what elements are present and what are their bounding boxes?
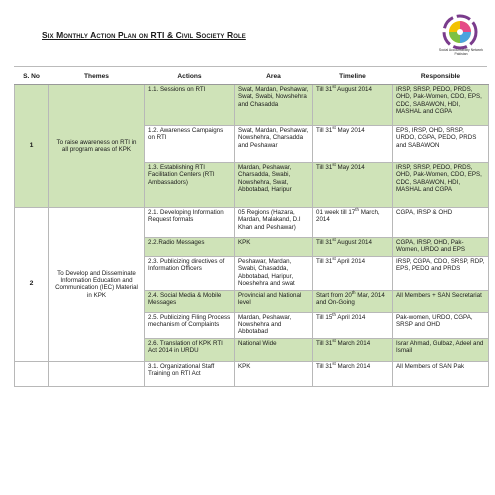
action-cell: 3.1. Organizational Staff Training on RTI Act bbox=[145, 361, 235, 386]
action-cell: 2.6. Translation of KPK RTI Act 2014 in URDU bbox=[145, 338, 235, 361]
timeline-cell: Till 31st March 2014 bbox=[313, 361, 393, 386]
area-cell: KPK bbox=[235, 361, 313, 386]
col-header-themes: Themes bbox=[49, 69, 145, 85]
serial-number-cell: 1 bbox=[15, 85, 49, 208]
timeline-cell: Start from 20th Mar, 2014 and On-Going bbox=[313, 290, 393, 312]
col-header-actions: Actions bbox=[145, 69, 235, 85]
serial-number-cell bbox=[15, 361, 49, 386]
col-header-timeline: Timeline bbox=[313, 69, 393, 85]
action-cell: 2.1. Developing Information Request formats bbox=[145, 208, 235, 238]
area-cell: Mardan, Peshawar, Nowshehra and Abbotabad bbox=[235, 312, 313, 338]
action-cell: 1.2. Awareness Campaigns on RTI bbox=[145, 126, 235, 163]
timeline-cell: Till 31st April 2014 bbox=[313, 257, 393, 291]
divider bbox=[14, 66, 487, 67]
action-cell: 1.3. Establishing RTI Facilitation Centers (RTI Ambassadors) bbox=[145, 163, 235, 208]
page-title: Six Monthly Action Plan on RTI & Civil Society Role bbox=[42, 30, 246, 40]
timeline-cell: Till 15th April 2014 bbox=[313, 312, 393, 338]
timeline-cell: Till 31st March 2014 bbox=[313, 338, 393, 361]
responsible-cell: All Members of SAN Pak bbox=[393, 361, 489, 386]
timeline-cell: Till 31st August 2014 bbox=[313, 85, 393, 126]
area-cell: 05 Regions (Hazara, Mardan, Malakand, D.I Khan and Peshawar) bbox=[235, 208, 313, 238]
table-row bbox=[15, 85, 489, 126]
action-plan-table bbox=[14, 69, 489, 387]
theme-cell: To Develop and Disseminate Information Education and Communication (IEC) Material in KPK bbox=[49, 208, 145, 362]
action-cell: 2.3. Publicizing directives of Information Officers bbox=[145, 257, 235, 291]
responsible-cell: Pak-women, URDO, CGPA, SRSP and OHD bbox=[393, 312, 489, 338]
table-row bbox=[15, 361, 489, 386]
table-header-row bbox=[15, 69, 489, 85]
responsible-cell: CGPA, IRSP & OHD bbox=[393, 208, 489, 238]
timeline-cell: Till 31st August 2014 bbox=[313, 238, 393, 257]
logo-caption: Social Accountability Network Pakistan bbox=[438, 48, 484, 56]
action-cell: 2.4. Social Media & Mobile Messages bbox=[145, 290, 235, 312]
col-header-responsible: Responsible bbox=[393, 69, 489, 85]
responsible-cell: Israr Ahmad, Gulbaz, Adeel and Ismail bbox=[393, 338, 489, 361]
timeline-cell: 01 week till 17th March, 2014 bbox=[313, 208, 393, 238]
timeline-cell: Till 31st May 2014 bbox=[313, 126, 393, 163]
col-header-area: Area bbox=[235, 69, 313, 85]
theme-cell: To raise awareness on RTI in all program areas of KPK bbox=[49, 85, 145, 208]
action-cell: 1.1. Sessions on RTI bbox=[145, 85, 235, 126]
responsible-cell: EPS, IRSP, OHD, SRSP, URDO, CGPA, PEDO, PRDS and SABAWON bbox=[393, 126, 489, 163]
col-header-sno: S. No bbox=[15, 69, 49, 85]
responsible-cell: IRSP, CGPA, CDO, SRSP, RDP, EPS, PEDO and PRDS bbox=[393, 257, 489, 291]
area-cell: Peshawar, Mardan, Swabi, Chasadda, Abbotabad, Haripur, Noeshehra and swat bbox=[235, 257, 313, 291]
action-cell: 2.2.Radio Messages bbox=[145, 238, 235, 257]
area-cell: Mardan, Peshawar, Charsadda, Swabi, Nowshehra, Swat, Abbotabad, Haripur bbox=[235, 163, 313, 208]
responsible-cell: CGPA, IRSP, OHD, Pak-Women, URDO and EPS bbox=[393, 238, 489, 257]
responsible-cell: IRSP, SRSP, PEDO, PRDS, OHD, Pak-Women, CDO, EPS, CDC, SABAWON, HDI, MASHAL and CGPA bbox=[393, 85, 489, 126]
area-cell: Provincial and National level bbox=[235, 290, 313, 312]
responsible-cell: IRSP, SRSP, PEDO, PRDS, OHD, Pak-Women, CDO, EPS, CDC, SABAWON, HDI, MASHAL and CGPA bbox=[393, 163, 489, 208]
serial-number-cell: 2 bbox=[15, 208, 49, 362]
table-row bbox=[15, 208, 489, 238]
area-cell: Swat, Mardan, Peshawar, Nowshehra, Charsadda and Peshawar bbox=[235, 126, 313, 163]
area-cell: Swat, Mardan, Peshawar, Swat, Swabi, Nowshehra and Chasadda bbox=[235, 85, 313, 126]
timeline-cell: Till 31st May 2014 bbox=[313, 163, 393, 208]
responsible-cell: All Members + SAN Secretariat bbox=[393, 290, 489, 312]
theme-cell bbox=[49, 361, 145, 386]
action-cell: 2.5. Publicizing Filing Process mechanism of Complaints bbox=[145, 312, 235, 338]
area-cell: KPK bbox=[235, 238, 313, 257]
area-cell: National Wide bbox=[235, 338, 313, 361]
